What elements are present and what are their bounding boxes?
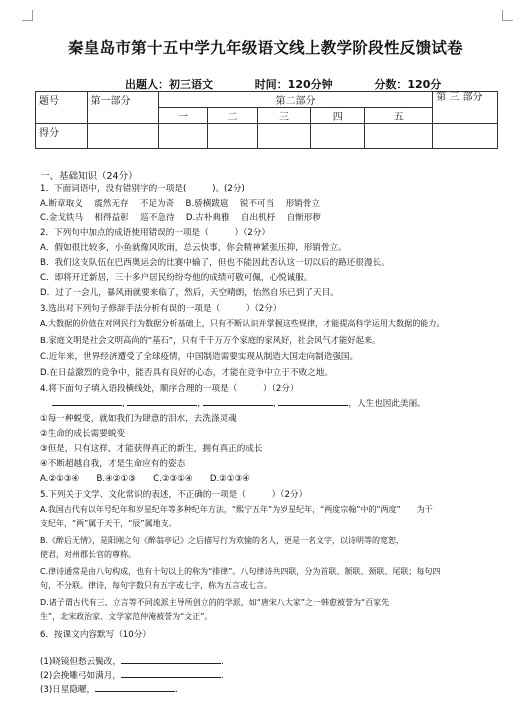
q6-stem: 6．按课文内容默写（10分） [40, 630, 151, 640]
score-table-header-part1: 第一部分 [87, 92, 158, 124]
q4-stem: 4.将下面句子填入语段横线处，顺序合理的一项是（ ）（2分） [40, 384, 299, 394]
q2-stem: 2．下列句中加点的成语使用错误的一项是（ ）（2分） [40, 228, 271, 238]
score-table-row-score: 得分 [36, 124, 88, 149]
score-table [35, 91, 498, 149]
q5-option-c-line2: 句，不分联。律诗，每句字数只有五字或七字，称为五言或七言。 [40, 581, 272, 590]
q6-blank-2[interactable] [121, 669, 221, 678]
score-table-header-part3: 第 三 部分 [433, 92, 498, 124]
corner-mark-top-left [22, 10, 33, 21]
q4-sentence-1: ①每一种蜕变，就如我们为肆意的泪水，去洗涤灵魂 [40, 414, 237, 424]
q6-line-1-text: (1)晓镜但愁云鬓改， [40, 657, 121, 667]
document-title: 秦皇岛市第十五中学九年级语文线上教学阶段性反馈试卷 [67, 38, 463, 57]
q6-line-3-text: (3)日星隐曜， [40, 685, 96, 695]
score-table-sub-3: 三 [257, 108, 311, 124]
q4-blank-3[interactable] [203, 397, 273, 406]
q6-line-1: (1)晓镜但愁云鬓改， . [40, 657, 224, 667]
score-cell [311, 124, 365, 149]
q6-line-2: (2)会挽雕弓如满月， . [40, 671, 224, 681]
q3-option-a: A.大数据的价值在对网民行为数据分析基础上，只有不断认识并掌握这些规律，才能提高科学运用大数据的能力。 [40, 318, 445, 328]
corner-mark-top-right [502, 10, 513, 21]
q5-option-b-line1: B.《醉后无情》，是阳刚之句《醉翁亭记》之后描写行为欢愉的名人，更是一名文字，以诗明等的宽恕， [40, 536, 405, 545]
q5-option-d-line1: D.诸子谓古代有三、立言等不同流派主导所创立的的学派，如“唐宋八大家”之一韩愈被誉为“百家先 [40, 598, 390, 607]
q4-blank-2[interactable] [127, 397, 197, 406]
q4-sentence-4: ④不断超越自我，才是生命应有的姿态 [40, 459, 186, 469]
q1-options-line1: A.断章取义 震然无存 不足为奇 B.骄横跋扈 锐不可当 形销骨立 [40, 199, 320, 209]
q5-option-a-line1: A.我国古代有以年号纪年和岁星纪年等多种纪年方法，“熙宁五年”为岁星纪年，“两度宗翰”中的“两度” 为干 [40, 505, 433, 514]
meta-author: 出题人：初三语文 [125, 78, 213, 91]
q4-sentence-2: ②生命的成长需要蜕变 [40, 429, 126, 439]
q3-option-b: B.家庭文明是社会文明高尚的“基石”，只有千千万万个家庭的家风好，社会风气才能好起来。 [40, 335, 381, 345]
q2-option-a: A．假如很比较多，小鱼就像风吹雨，总云快事，你会精神紧张压抑，形销骨立。 [40, 243, 347, 253]
q5-stem: 5.下列关于文学、文化常识的表述，不正确的一项是（ ）（2分） [40, 490, 308, 500]
q5-option-b-line2: 使君，对州郡长官的尊称。 [40, 550, 136, 559]
q3-option-d: D.在日益激烈的竞争中，能否具有良好的心态，才能在竞争中立于不败之地。 [40, 368, 333, 378]
q5-option-c-line1: C.律诗通常是由八句构成，也有十句以上的称为“排律”。八句律诗共四联，分为首联、颔联、颈联、尾联；每句四 [40, 567, 441, 576]
q1-options-line2: C.金戈铁马 相得益彰 巡不急待 D.古朴典雅 自出机杼 自惭形秽 [40, 213, 321, 223]
q3-stem: 3.选出对下列句子修辞手法分析有误的一项是（ ）（2分） [40, 304, 282, 314]
score-table-header-part2: 第二部分 [158, 92, 432, 108]
q5-option-d-line2: 生”，北宋政治家、文学家范仲淹被誉为“文正”。 [40, 612, 213, 621]
q4-fill-line: , , , ，人生也因此美丽。 [52, 397, 426, 409]
score-cell [365, 124, 433, 149]
q2-option-b: B．我们这支队伍在巴西奥运会的比赛中输了，但也不能因此否认这一切以后的路还很漫长。 [40, 258, 390, 268]
q4-blank-4[interactable] [278, 397, 348, 406]
q2-option-c: C．即将开迁新居，三十多户居民纷纷夸他的成绩可敬可佩，心悦诚服。 [40, 273, 313, 283]
score-table-sub-2: 二 [208, 108, 257, 124]
q6-line-2-text: (2)会挽雕弓如满月， [40, 671, 121, 681]
score-cell [158, 124, 207, 149]
q2-option-d: D．过了一会儿，暴风雨就要来临了，然后，天空晴朗，怡然自乐已到了天目。 [40, 288, 339, 298]
q3-option-c: C.近年来，世界经济遭受了全球疫情，中国制造需要实现从制造大国走向制造强国。 [40, 352, 359, 362]
q1-stem: 1．下面词语中，没有错别字的一项是( )。(2分) [40, 184, 245, 194]
section-heading-basics: 一、基础知识（24分） [40, 171, 138, 182]
q6-blank-3[interactable] [95, 683, 175, 692]
score-cell [87, 124, 158, 149]
q5-option-a-line2: 支纪年，“两”属于天干，“辰”属地支。 [40, 519, 177, 528]
score-table-header-qnum: 题号 [36, 92, 88, 124]
score-cell [433, 124, 498, 149]
q4-options: A.②①③④ B.④②①③ C.②③①④ D.②①③④ [40, 474, 250, 484]
score-table-sub-5: 五 [365, 108, 433, 124]
q4-tail: ，人生也因此美丽。 [348, 399, 426, 409]
score-cell [208, 124, 257, 149]
exam-meta [125, 76, 441, 92]
score-table-sub-4: 四 [311, 108, 365, 124]
q6-blank-1[interactable] [121, 655, 221, 664]
q4-blank-1[interactable] [52, 397, 122, 406]
score-table-sub-1: 一 [158, 108, 207, 124]
q4-sentence-3: ③但是，只有这样，才能获得真正的新生，拥有真正的成长 [40, 444, 263, 454]
score-cell [257, 124, 311, 149]
meta-score: 分数：120分 [374, 78, 442, 91]
meta-time: 时间：120分钟 [254, 78, 333, 91]
q6-line-3: (3)日星隐曜， . [40, 685, 178, 695]
